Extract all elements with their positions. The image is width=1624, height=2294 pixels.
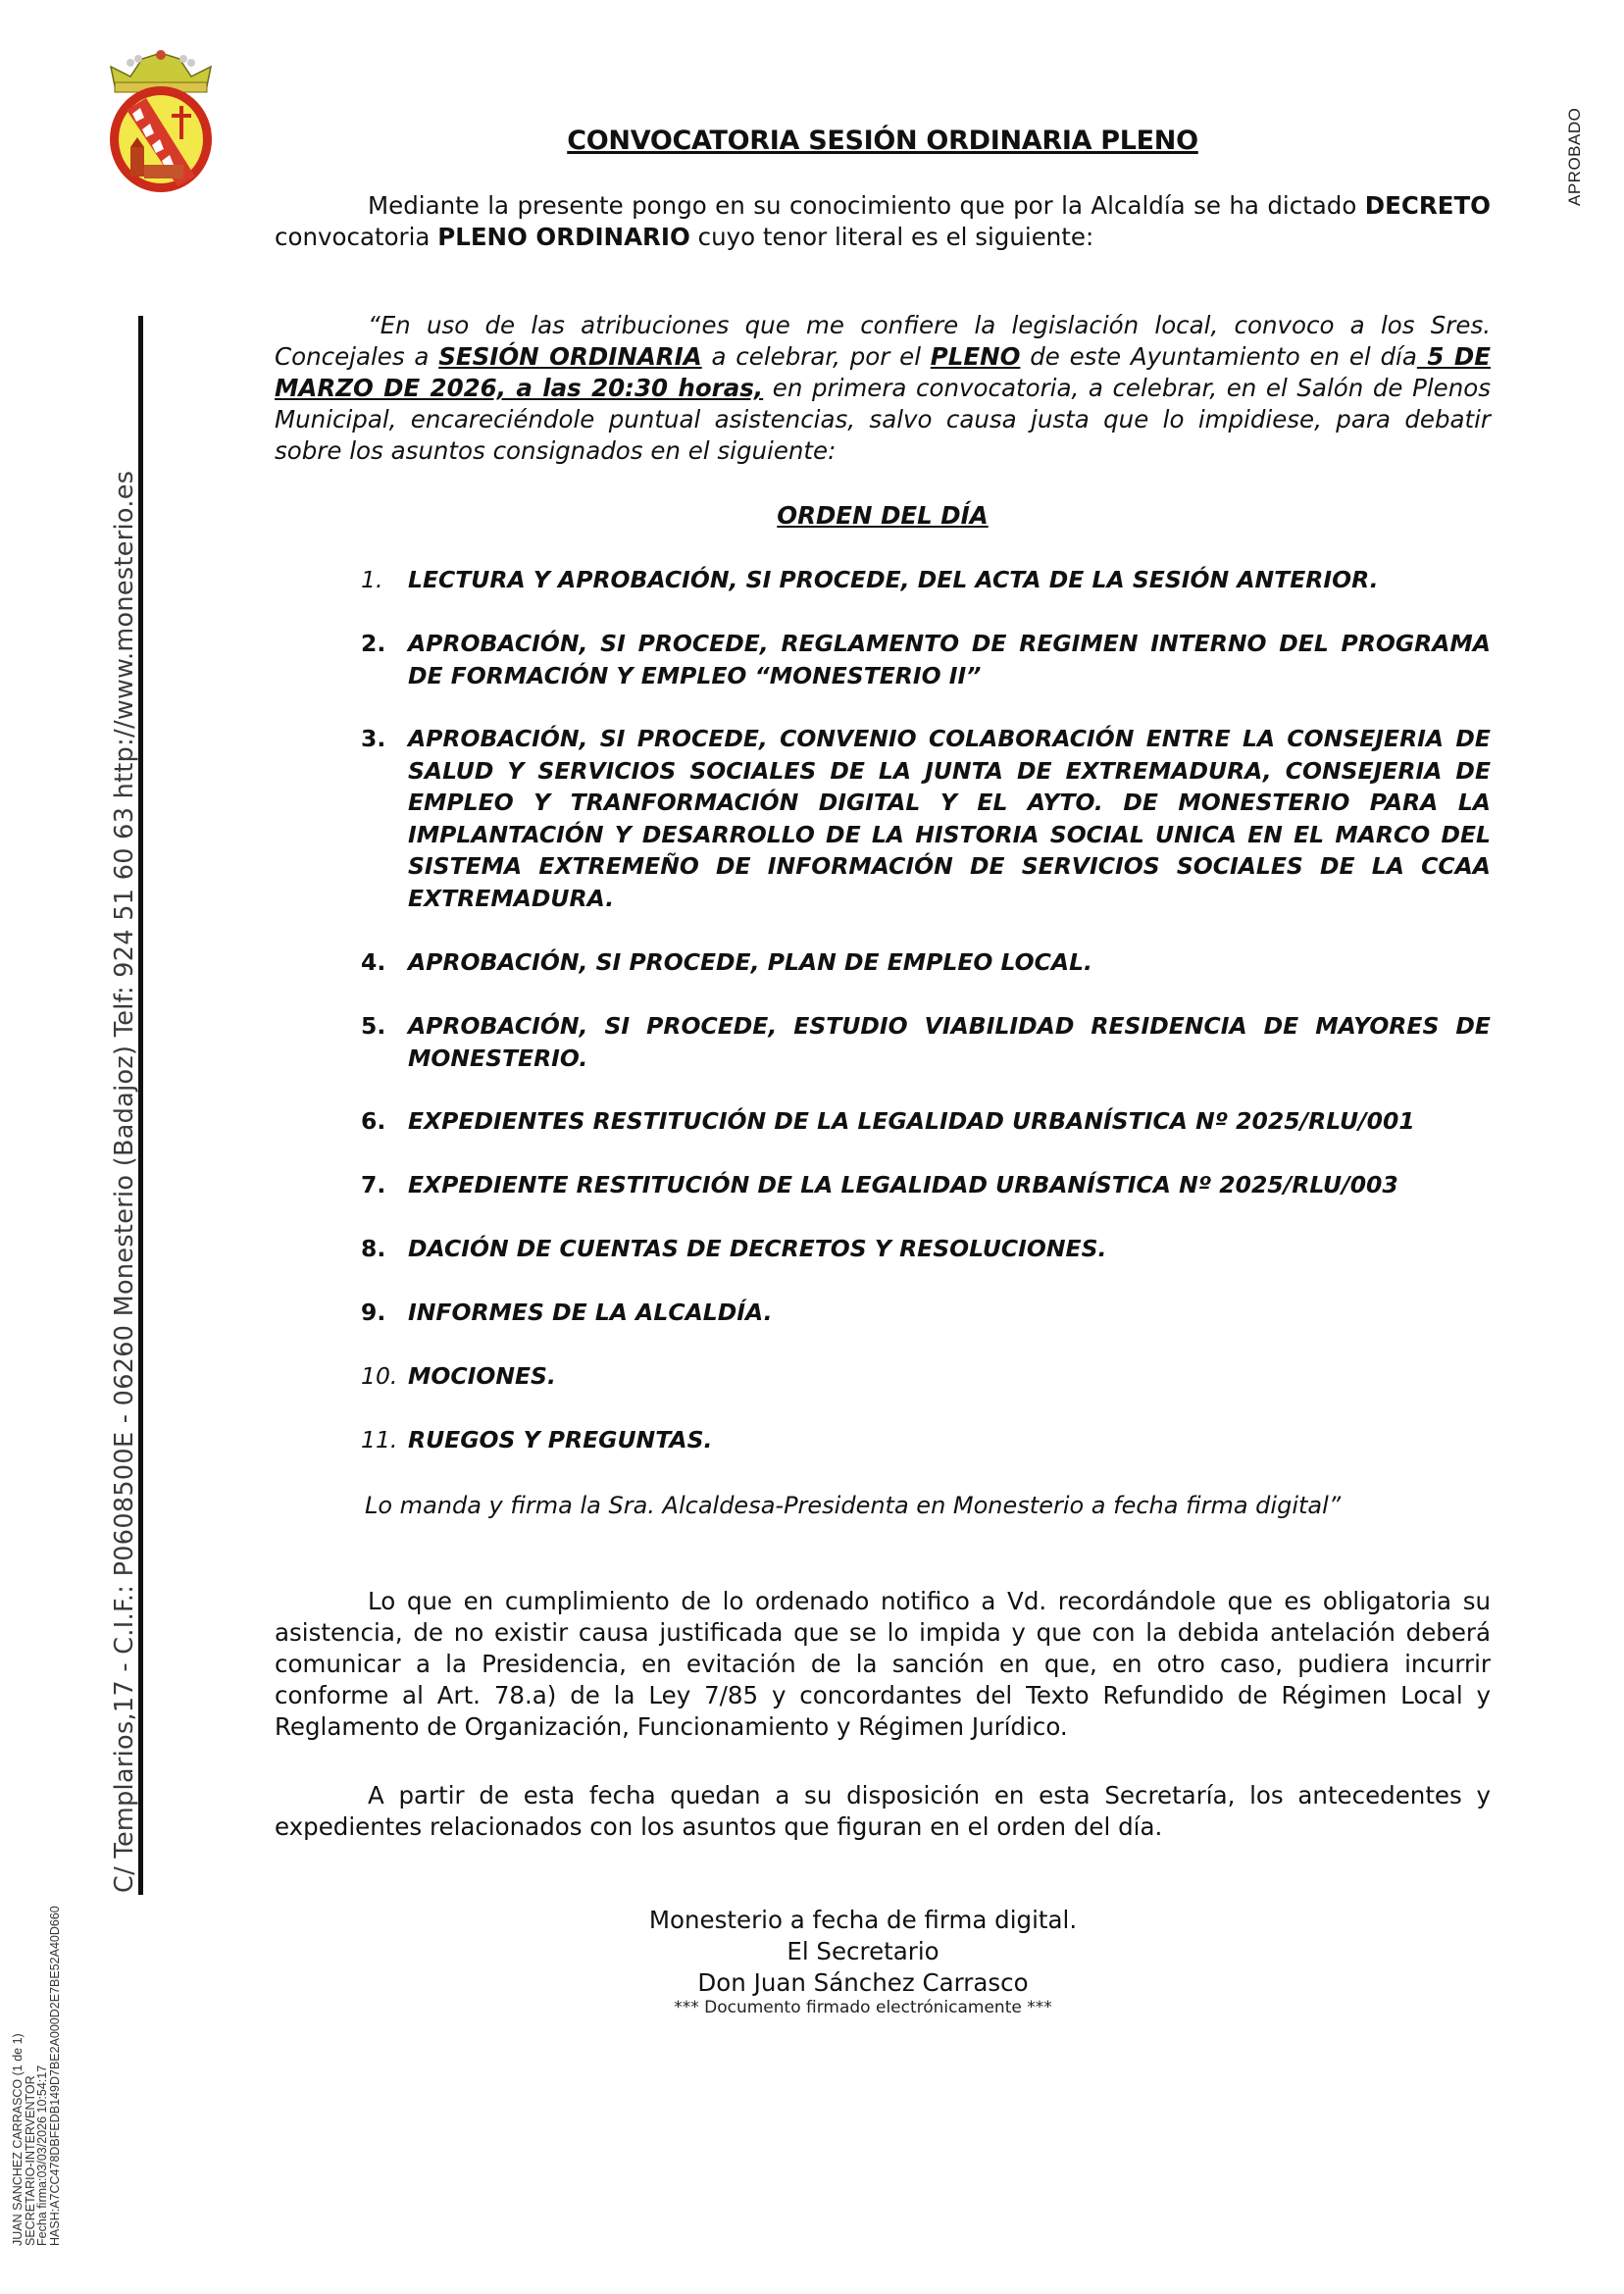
agenda-item-number: 6. bbox=[361, 1107, 386, 1135]
signature-block bbox=[618, 1905, 1108, 2016]
agenda-item bbox=[361, 1169, 1491, 1201]
agenda-item-text: APROBACIÓN, SI PROCEDE, CONVENIO COLABORACIÓN ENTRE LA CONSEJERIA DE SALUD Y SERVICIOS SOCIALES DE LA JUNTA DE EXTREMADURA, CONSEJERIA DE EMPLEO Y TRANFORMACIÓN DIGITAL Y EL AYTO. DE MONESTERIO PARA LA IMPLANTACIÓN Y DESARROLLO DE LA HISTORIA SOCIAL UNICA EN EL MARCO DEL SISTEMA EXTREMEÑO DE INFORMACIÓN DE SERVICIOS SOCIALES DE LA CCAA EXTREMADURA. bbox=[408, 725, 1491, 912]
agenda-item-number: 1. bbox=[361, 566, 383, 593]
signature-stamp-line: JUAN SANCHEZ CARRASCO (1 de 1) bbox=[11, 2033, 25, 2246]
electronic-signature-stamp bbox=[12, 1906, 61, 2246]
agenda-item-number: 8. bbox=[361, 1235, 386, 1262]
agenda-item-number: 7. bbox=[361, 1171, 386, 1198]
agenda-item-number: 3. bbox=[361, 725, 386, 752]
agenda-item bbox=[361, 1360, 1491, 1393]
intro-text: cuyo tenor literal es el siguiente: bbox=[689, 223, 1094, 251]
session-datetime: 5 DE MARZO DE 2026, a las 20:30 horas, bbox=[275, 342, 1491, 402]
agenda-item-text: EXPEDIENTE RESTITUCIÓN DE LA LEGALIDAD URBANÍSTICA Nº 2025/RLU/003 bbox=[408, 1171, 1398, 1198]
agenda-item-number: 9. bbox=[361, 1299, 386, 1326]
decree-paragraph bbox=[275, 310, 1491, 467]
agenda-item-text: INFORMES DE LA ALCALDÍA. bbox=[408, 1299, 773, 1326]
decree-text: a celebrar, por el bbox=[701, 342, 931, 371]
intro-text: convocatoria bbox=[275, 223, 438, 251]
agenda-item-number: 5. bbox=[361, 1012, 386, 1040]
agenda-item bbox=[361, 564, 1491, 596]
agenda-item bbox=[361, 1424, 1491, 1456]
agenda-item bbox=[361, 1105, 1491, 1138]
page-title: CONVOCATORIA SESIÓN ORDINARIA PLENO bbox=[567, 126, 1198, 156]
intro-paragraph bbox=[275, 190, 1491, 253]
notice-paragraph bbox=[275, 1586, 1491, 1743]
session-body: PLENO bbox=[930, 342, 1021, 371]
agenda-item-text: EXPEDIENTES RESTITUCIÓN DE LA LEGALIDAD URBANÍSTICA Nº 2025/RLU/001 bbox=[408, 1107, 1415, 1135]
agenda-item-text: LECTURA Y APROBACIÓN, SI PROCEDE, DEL ACTA DE LA SESIÓN ANTERIOR. bbox=[408, 566, 1379, 593]
agenda-item-number: 11. bbox=[361, 1426, 398, 1453]
signature-note: *** Documento firmado electrónicamente *** bbox=[674, 1998, 1052, 2017]
agenda-item-number: 2. bbox=[361, 630, 386, 657]
agenda-item-text: MOCIONES. bbox=[408, 1362, 556, 1390]
decree-label: DECRETO bbox=[1364, 191, 1491, 220]
decree-text: en primera convocatoria, a celebrar, en el Salón de Plenos Municipal, encareciéndole puntual asistencias, salvo causa justa que lo impidiese, para debatir sobre los asuntos consignados en el siguiente: bbox=[275, 374, 1492, 465]
intro-text: Mediante la presente pongo en su conocimiento que por la Alcaldía se ha dictado bbox=[368, 191, 1365, 220]
decree-text: de este Ayuntamiento en el día bbox=[1020, 342, 1417, 371]
signature-stamp-line: HASH:A7CC478DBFEDB149D7BE2A000D2E7BE52A40D660 bbox=[47, 1906, 62, 2246]
pleno-ordinario-label: PLENO ORDINARIO bbox=[437, 223, 690, 251]
agenda-item-text: DACIÓN DE CUENTAS DE DECRETOS Y RESOLUCIONES. bbox=[408, 1235, 1107, 1262]
agenda-item bbox=[361, 723, 1491, 914]
agenda-item-text: APROBACIÓN, SI PROCEDE, ESTUDIO VIABILIDAD RESIDENCIA DE MAYORES DE MONESTERIO. bbox=[408, 1012, 1491, 1072]
agenda-item bbox=[361, 628, 1491, 691]
decree-text: “En uso de las atribuciones que me confiere la legislación local, convoco a los Sres. Concejales a bbox=[275, 311, 1491, 371]
agenda-item bbox=[361, 946, 1491, 979]
agenda-title: ORDEN DEL DÍA bbox=[777, 501, 989, 530]
session-type: SESIÓN ORDINARIA bbox=[438, 342, 702, 371]
sidebar-address: C/ Templarios,17 - C.I.F.: P0608500E - 06260 Monesterio (Badajoz) Telf: 924 51 60 63 http://www.monesterio.es bbox=[110, 470, 139, 1893]
signature-name: Don Juan Sánchez Carrasco bbox=[697, 1968, 1029, 1997]
signature-place-date: Monesterio a fecha de firma digital. bbox=[648, 1906, 1078, 1934]
agenda-item-number: 4. bbox=[361, 948, 386, 976]
agenda-item-text: APROBACIÓN, SI PROCEDE, REGLAMENTO DE REGIMEN INTERNO DEL PROGRAMA DE FORMACIÓN Y EMPLEO “MONESTERIO II” bbox=[408, 630, 1491, 689]
signature-role: El Secretario bbox=[787, 1937, 939, 1965]
agenda-item-text: APROBACIÓN, SI PROCEDE, PLAN DE EMPLEO LOCAL. bbox=[408, 948, 1092, 976]
agenda-item bbox=[361, 1233, 1491, 1265]
agenda-item bbox=[361, 1010, 1491, 1074]
availability-paragraph bbox=[275, 1780, 1491, 1843]
agenda-item-text: RUEGOS Y PREGUNTAS. bbox=[408, 1426, 713, 1453]
decree-closing: Lo manda y firma la Sra. Alcaldesa-Presidenta en Monesterio a fecha firma digital” bbox=[365, 1492, 1342, 1519]
agenda-item-number: 10. bbox=[361, 1362, 398, 1390]
signature-stamp-line: SECRETARIO-INTERVENTOR bbox=[23, 2075, 37, 2246]
notice-text: Lo que en cumplimiento de lo ordenado notifico a Vd. recordándole que es obligatoria su asistencia, de no existir causa justificada que se lo impida y que con la debida antelación deberá comunicar a la Presidencia, en evitación de la sanción en que, en otro caso, pudiera incurrir conforme al Art. 78.a) de la Ley 7/85 y concordantes del Texto Refundido de Régimen Local y Reglamento de Organización, Funcionamiento y Régimen Jurídico. bbox=[275, 1587, 1491, 1741]
availability-text: A partir de esta fecha quedan a su disposición en esta Secretaría, los antecedentes y expedientes relacionados con los asuntos que figuran en el orden del día. bbox=[275, 1781, 1491, 1841]
signature-stamp-line: Fecha firma:03/03/2026 10:54:17 bbox=[35, 2065, 49, 2246]
approved-status-stamp: APROBADO bbox=[1565, 107, 1584, 206]
crown-icon bbox=[111, 50, 211, 92]
agenda-item bbox=[361, 1297, 1491, 1329]
municipal-crest-logo bbox=[101, 49, 221, 196]
shield-icon bbox=[110, 86, 212, 192]
